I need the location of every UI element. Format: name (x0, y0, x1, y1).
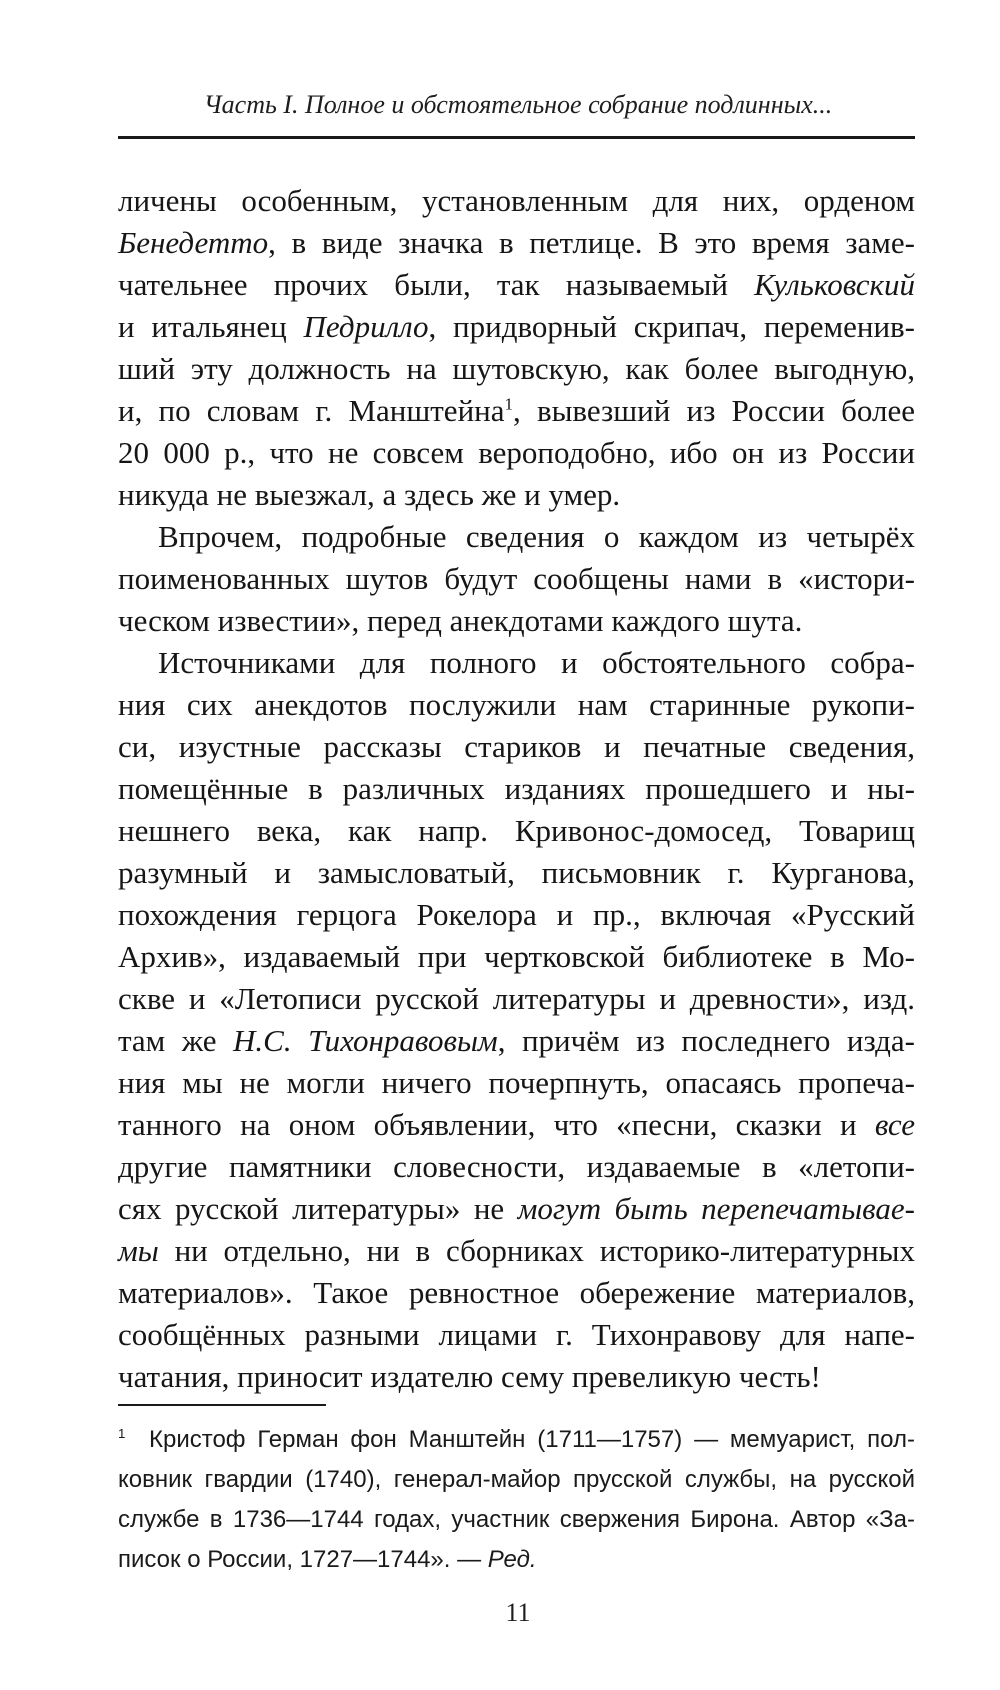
text-line: танного на оном объявлении, что «песни, сказки и все (118, 1107, 915, 1142)
text-line: Источниками для полного и обстоятельного собра- (158, 645, 915, 680)
text-line: Бенедетто, в виде значка в петлице. В это время заме- (118, 225, 915, 260)
text-line: материалов». Такое ревностное обережение материалов, (118, 1275, 915, 1310)
text-line: нешнего века, как напр. Кривонос-домосед, Товарищ (118, 813, 915, 848)
footnote-rule (118, 1404, 326, 1406)
text-line: ния сих анекдотов послужили нам старинные рукопи- (118, 687, 915, 722)
running-header: Часть I. Полное и обстоятельное собрание подлинных... (203, 90, 833, 119)
text-line: сях русской литературы» не могут быть перепечатывае- (118, 1191, 915, 1226)
text-line: чатания, приносит издателю сему превеликую честь! (118, 1359, 821, 1394)
text-line: поименованных шутов будут сообщены нами в «истори- (118, 561, 915, 596)
text-line: Архив», издаваемый при чертковской библиотеке в Мо- (118, 939, 915, 974)
text-line: ния мы не могли ничего почерпнуть, опасаясь пропеча- (118, 1065, 915, 1100)
text-line: си, изустные рассказы стариков и печатные сведения, (118, 729, 915, 764)
footnote-line: ковник гвардии (1740), генерал-майор прусской службы, на русской (118, 1466, 915, 1493)
page-number: 11 (505, 1598, 531, 1627)
text-line: разумный и замысловатый, письмовник г. Курганова, (118, 855, 915, 890)
text-line: личены особенным, установленным для них, орденом (118, 183, 915, 218)
text-line: Впрочем, подробные сведения о каждом из четырёх (158, 519, 915, 554)
text-line: и, по словам г. Манштейна$^1$, вывезший из России более (118, 393, 916, 428)
text-line: другие памятники словесности, издаваемые в «летопи- (118, 1149, 915, 1184)
text-line: и итальянец Педрилло, придворный скрипач, переменив- (118, 309, 915, 344)
text-line: чательнее прочих были, так называемый Кульковский (118, 267, 915, 302)
text-line: никуда не выезжал, а здесь же и умер. (118, 477, 621, 512)
footnote-line: $^1$ Кристоф Герман фон Манштейн (1711—1757) — мемуарист, пол- (118, 1426, 915, 1453)
text-line: 20 000 р., что не совсем вероподобно, ибо он из России (118, 435, 915, 470)
footnote-line: службе в 1736—1744 годах, участник свержения Бирона. Автор «За- (118, 1506, 915, 1533)
text-line: ший эту должность на шутовскую, как более выгодную, (118, 351, 915, 386)
main-text (118, 180, 915, 1398)
text-line: ческом известии», перед анекдотами каждого шута. (118, 603, 803, 638)
text-line: сообщённых разными лицами г. Тихонравову для напе- (118, 1317, 915, 1352)
text-line: скве и «Летописи русской литературы и древности», изд. (118, 981, 915, 1016)
text-line: мы ни отдельно, ни в сборниках историко-литературных (118, 1233, 915, 1268)
text-line: помещённые в различных изданиях прошедшего и ны- (118, 771, 915, 806)
footnote-line: писок о России, 1727—1744». — Ред. (118, 1546, 537, 1573)
header-rule (118, 136, 915, 139)
text-line: похождения герцога Рокелора и пр., включая «Русский (118, 897, 915, 932)
footnote-block (118, 1420, 915, 1580)
text-line: там же Н.С. Тихонравовым, причём из последнего изда- (118, 1023, 915, 1058)
